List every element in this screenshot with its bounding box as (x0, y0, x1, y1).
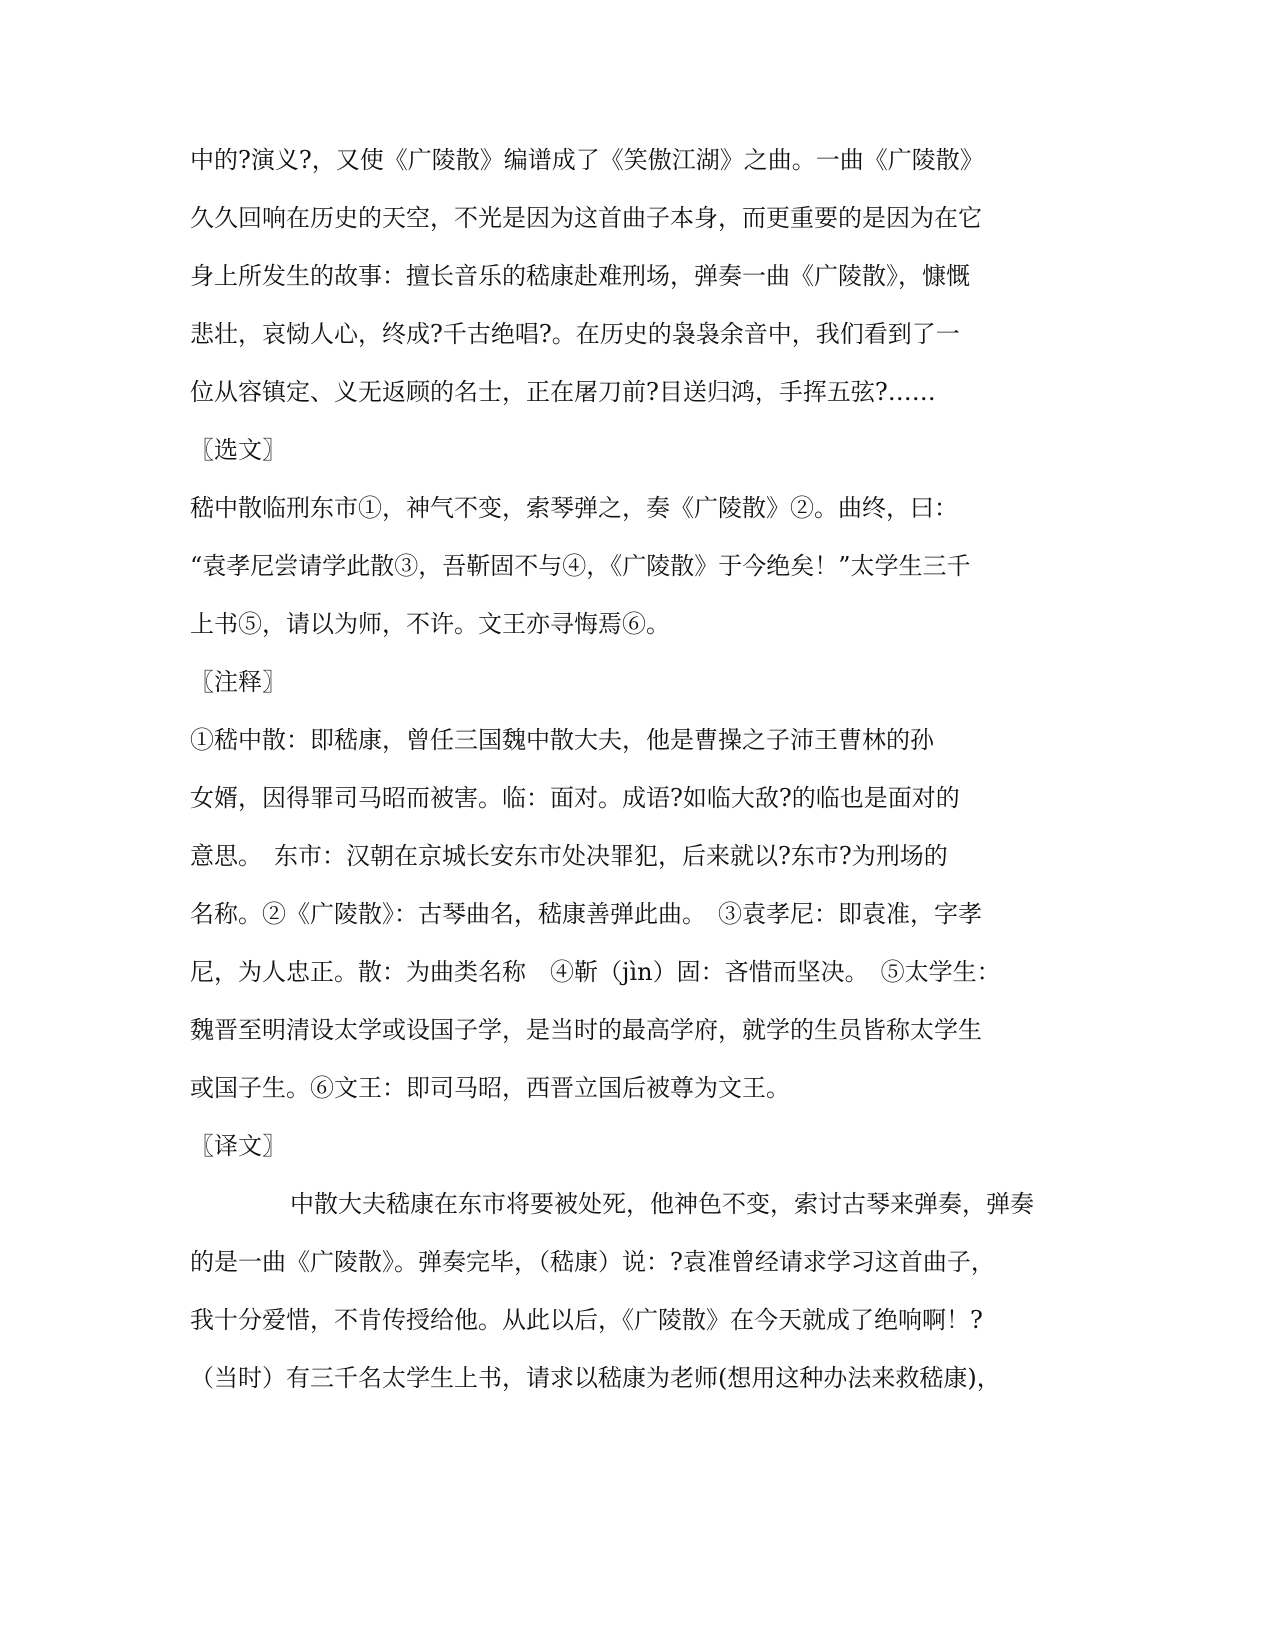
translation-line-2: 的是一曲《广陵散》。弹奏完毕，（嵇康）说：?袁准曾经请求学习这首曲子， (190, 1248, 995, 1276)
intro-line-1: 中的?演义?，又使《广陵散》编谱成了《笑傲江湖》之曲。一曲《广陵散》 (190, 146, 984, 174)
notes-line-4: 名称。②《广陵散》：古琴曲名，嵇康善弹此曲。 ③袁孝尼：即袁准，字孝 (190, 900, 982, 928)
section-heading-translation: 〖译文〗 (190, 1132, 286, 1160)
intro-line-5: 位从容镇定、义无返顾的名士，正在屠刀前?目送归鸿，手挥五弦?…… (190, 378, 936, 406)
translation-line-3: 我十分爱惜，不肯传授给他。从此以后，《广陵散》在今天就成了绝响啊！? (190, 1306, 983, 1334)
section-heading-selected: 〖选文〗 (190, 436, 286, 464)
translation-line-4: （当时）有三千名太学生上书，请求以嵇康为老师(想用这种办法来救嵇康)， (190, 1364, 1001, 1392)
section-heading-notes: 〖注释〗 (190, 668, 286, 696)
notes-line-2: 女婿，因得罪司马昭而被害。临：面对。成语?如临大敌?的临也是面对的 (190, 784, 960, 812)
notes-line-6: 魏晋至明清设太学或设国子学，是当时的最高学府，就学的生员皆称太学生 (190, 1016, 982, 1044)
intro-line-3: 身上所发生的故事：擅长音乐的嵇康赴难刑场，弹奏一曲《广陵散》，慷慨 (190, 262, 970, 290)
notes-line-1: ①嵇中散：即嵇康，曾任三国魏中散大夫，他是曹操之子沛王曹林的孙 (190, 726, 934, 754)
selected-line-1: 嵇中散临刑东市①，神气不变，索琴弹之，奏《广陵散》②。曲终，曰： (190, 494, 958, 522)
notes-line-3: 意思。 东市：汉朝在京城长安东市处决罪犯，后来就以?东市?为刑场的 (190, 842, 948, 870)
notes-line-5: 尼，为人忠正。散：为曲类名称 ④靳（jìn）固：吝惜而坚决。 ⑤太学生： (190, 958, 1001, 986)
translation-line-1: 中散大夫嵇康在东市将要被处死，他神色不变，索讨古琴来弹奏，弹奏 (290, 1190, 1034, 1218)
selected-line-3: 上书⑤，请以为师，不许。文王亦寻悔焉⑥。 (190, 610, 670, 638)
selected-line-2: “袁孝尼尝请学此散③，吾靳固不与④，《广陵散》于今绝矣！”太学生三千 (190, 552, 971, 580)
notes-line-7: 或国子生。⑥文王：即司马昭，西晋立国后被尊为文王。 (190, 1074, 790, 1102)
intro-line-4: 悲壮，哀恸人心，终成?千古绝唱?。在历史的袅袅余音中，我们看到了一 (190, 320, 960, 348)
intro-line-2: 久久回响在历史的天空，不光是因为这首曲子本身，而更重要的是因为在它 (190, 204, 982, 232)
